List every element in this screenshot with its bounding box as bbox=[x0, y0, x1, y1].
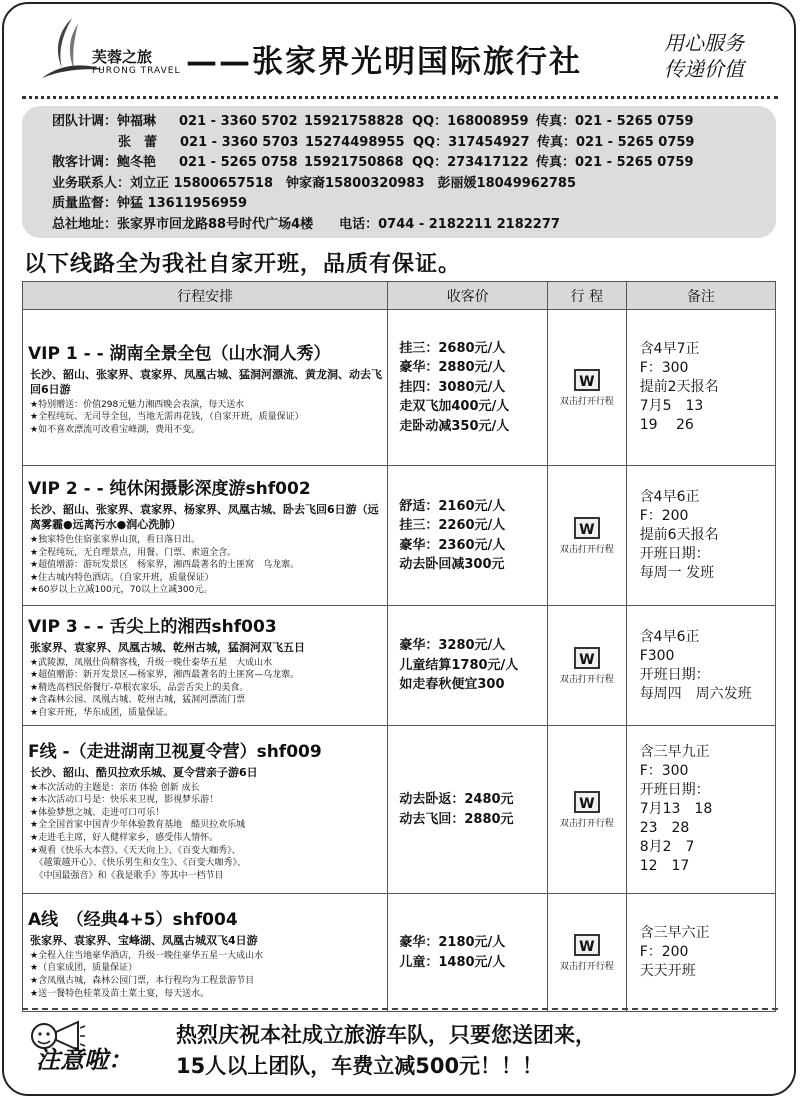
itinerary-cell bbox=[23, 466, 388, 606]
doc-link-label: 双击打开行程 bbox=[559, 544, 614, 555]
contact-row-group-2 bbox=[52, 133, 776, 154]
price-line: 动去卧回减300元 bbox=[399, 557, 505, 572]
route-note: ★超值赠游：新开发景区—杨家界，湘西最著名的土匪窝—乌龙寨。 bbox=[30, 670, 300, 681]
contact-mobile: 15274498955 bbox=[305, 134, 405, 150]
route-note: ★体验梦想之城、走进可口可乐！ bbox=[30, 807, 165, 818]
table-row bbox=[23, 606, 776, 726]
route-note: ★住古城内特色酒店。（自家开班，质量保证） bbox=[30, 572, 214, 583]
price-cell bbox=[388, 894, 548, 1012]
route-note: ★全程入住当地豪华酒店，升级一晚住豪华五星一大成山水 bbox=[30, 950, 264, 961]
remark-line: 含4早6正 bbox=[639, 489, 700, 505]
price-line: 挂三：2680元/人 bbox=[399, 340, 506, 356]
route-note: ★本次活动口号是：快乐来卫视，影视梦乐游！ bbox=[30, 795, 219, 806]
brand-name: 芙蓉之旅 bbox=[92, 48, 153, 66]
price-line: 动去卧返：2480元 bbox=[399, 792, 514, 807]
itinerary-doc-link[interactable] bbox=[548, 894, 627, 1012]
contact-fax: 传真：021 - 5265 0759 bbox=[537, 134, 695, 150]
table-row bbox=[23, 466, 776, 606]
remark-line: 开班日期： bbox=[639, 666, 710, 683]
word-doc-icon[interactable]: W bbox=[574, 369, 600, 391]
route-note: ★观看《快乐大本营》、《天天向上》、《百变大咖秀》、 bbox=[30, 845, 241, 856]
word-doc-icon[interactable]: W bbox=[574, 517, 600, 539]
remark-line: 含4早6正 bbox=[639, 628, 700, 645]
remark-line: 含4早7正 bbox=[639, 341, 700, 357]
word-doc-icon[interactable]: W bbox=[574, 934, 600, 956]
route-note: ★走进毛主席，好人健样家乡，感受伟人情怀。 bbox=[30, 833, 219, 843]
contact-qq: QQ：273417122 bbox=[412, 155, 529, 170]
header-itinerary: 行程安排 bbox=[23, 282, 388, 310]
route-note: ★全程纯玩、无司导全包，当地无需再花钱，（自家开班，质量保证） bbox=[30, 412, 304, 423]
remarks-cell bbox=[626, 310, 775, 466]
contact-fax: 传真：021 - 5265 0759 bbox=[536, 155, 694, 170]
price-line: 儿童结算1780元/人 bbox=[399, 657, 519, 673]
remark-line: F：300 bbox=[639, 763, 689, 779]
retail-label: 散客计调： bbox=[52, 155, 118, 170]
price-line: 走双飞加400元/人 bbox=[399, 399, 510, 415]
route-stops: 长沙、韶山、酷贝拉欢乐城、夏令营亲子游6日 bbox=[30, 765, 258, 779]
route-note: ★如不喜欢漂流可改看宝峰湖，费用不变。 bbox=[30, 424, 201, 435]
remark-line: 23 28 bbox=[639, 820, 690, 836]
route-note: 《越策越开心》、《快乐男生和女生》、《百变大咖秀》、 bbox=[30, 858, 247, 869]
route-note: ★（自家成团，质量保证） bbox=[30, 963, 138, 974]
route-note: ★超值增游：游玩发景区 杨家界，湘西最著名的土匪窝 乌龙寨。 bbox=[30, 560, 300, 571]
route-name: A线 （经典4+5）shf004 bbox=[28, 909, 238, 930]
remarks-cell bbox=[626, 606, 775, 726]
itinerary-doc-link[interactable] bbox=[548, 466, 627, 606]
contact-name: 钟福琳 bbox=[117, 114, 157, 129]
itinerary-doc-link[interactable] bbox=[548, 606, 627, 726]
business-contacts: 业务联系人：刘立正 15800657518 钟家裔15800320983 彭丽媛18049962785 bbox=[52, 175, 577, 191]
remark-line: 每周四 周六发班 bbox=[639, 685, 752, 702]
remark-line: 每周一 发班 bbox=[639, 565, 715, 581]
contact-row-group-1 bbox=[52, 112, 776, 133]
header-remarks: 备注 bbox=[626, 282, 775, 310]
word-doc-icon[interactable]: W bbox=[574, 791, 600, 813]
price-cell bbox=[388, 310, 548, 466]
slogan-line-2: 传递价值 bbox=[664, 57, 744, 81]
remark-line: 开班日期： bbox=[639, 546, 710, 562]
route-name: VIP 2 - - 纯休闲摄影深度游shf002 bbox=[28, 479, 311, 500]
route-stops: 张家界、袁家界、凤凰古城、乾州古城，猛洞河双飞五日 bbox=[30, 640, 305, 654]
remark-line: 开班日期： bbox=[639, 782, 710, 798]
contact-fax: 传真：021 - 5265 0759 bbox=[536, 114, 694, 129]
price-line: 舒适：2160元/人 bbox=[399, 498, 506, 514]
price-line: 豪华：2180元/人 bbox=[399, 935, 506, 950]
header-divider bbox=[22, 96, 778, 99]
route-stops: 张家界、袁家界、宝峰湖、凤凰古城双飞4日游 bbox=[30, 933, 258, 947]
route-note: ★自家开班，华东成团，质量保证。 bbox=[30, 707, 174, 718]
route-stops: 长沙、韶山、张家界、袁家界、凤凰古城、猛洞河漂流、黄龙洞、动去飞回6日游 bbox=[30, 367, 382, 396]
remarks-cell bbox=[626, 726, 775, 894]
header-schedule: 行 程 bbox=[548, 282, 627, 310]
route-note: ★含森林公园、凤凰古城、乾州古城，猛洞河漂流门票 bbox=[30, 695, 246, 706]
route-note: 《中国最强音》和《我是歌手》等其中一档节目 bbox=[30, 870, 224, 881]
remark-line: 含三早六正 bbox=[639, 925, 710, 941]
word-doc-icon[interactable]: W bbox=[574, 647, 600, 669]
price-line: 动去飞回：2880元 bbox=[399, 811, 514, 827]
price-line: 挂三：2260元/人 bbox=[399, 518, 506, 533]
itinerary-cell bbox=[23, 606, 388, 726]
itinerary-cell bbox=[23, 894, 388, 1012]
remark-line: 19 26 bbox=[639, 417, 694, 433]
price-cell bbox=[388, 726, 548, 894]
route-note: ★60岁以上立减100元，70以上立减300元。 bbox=[30, 585, 213, 596]
route-stops: 长沙、韶山、张家界、袁家界、杨家界、凤凰古城、卧去飞回6日游（远离雾霾●远离污水●润心洗肺） bbox=[30, 503, 379, 532]
table-row bbox=[23, 726, 776, 894]
promo-text bbox=[176, 1020, 596, 1082]
itinerary-cell bbox=[23, 310, 388, 466]
remark-line: 天天开班 bbox=[639, 963, 696, 979]
route-note: ★含凤凰古城，森林公园门票，本行程均为工程景游节目 bbox=[30, 976, 255, 986]
contact-tel: 021 - 3360 5703 bbox=[180, 134, 299, 150]
doc-link-label: 双击打开行程 bbox=[559, 818, 614, 829]
price-cell bbox=[388, 606, 548, 726]
itinerary-doc-link[interactable] bbox=[548, 310, 627, 466]
route-note: ★特别赠送：价值298元魅力湘西晚会表演，每天送水 bbox=[30, 399, 245, 410]
brand-name-english: FURONG TRAVEL bbox=[92, 66, 181, 76]
price-cell bbox=[388, 466, 548, 606]
header-price: 收客价 bbox=[388, 282, 548, 310]
remark-line: F：200 bbox=[639, 944, 689, 960]
price-line: 如走春秋便宜300 bbox=[399, 677, 505, 693]
doc-link-label: 双击打开行程 bbox=[559, 396, 614, 407]
route-name: F线 -（走进湖南卫视夏令营）shf009 bbox=[28, 741, 322, 762]
remark-line: F300 bbox=[639, 647, 675, 664]
route-note: ★武陵源，凤凰仕尚精客栈，升级一晚仕泰华五星 大成山水 bbox=[30, 657, 273, 668]
price-line: 儿童：1480元/人 bbox=[399, 954, 506, 970]
price-line: 豪华：2360元/人 bbox=[399, 537, 506, 553]
doc-link-label: 双击打开行程 bbox=[559, 674, 614, 685]
contact-tel: 021 - 3360 5702 bbox=[179, 114, 298, 129]
route-note: ★本次活动的主题是：亲历 体验 创新 成长 bbox=[30, 782, 200, 793]
price-line: 豪华：3280元/人 bbox=[399, 638, 506, 654]
promo-line-2: 15人以上团队，车费立减500元！！！ bbox=[176, 1054, 544, 1078]
quality-notice: 以下线路全为我社自家开班，品质有保证。 bbox=[24, 252, 462, 277]
contact-tel: 021 - 5265 0758 bbox=[179, 155, 298, 170]
route-note: ★送一餐特色桂菜及苗土菜土宴，每天送水。 bbox=[30, 988, 210, 999]
price-line: 豪华：2880元/人 bbox=[399, 360, 506, 376]
route-note: ★独家特色住宿张家界山顶，看日落日出。 bbox=[30, 535, 201, 546]
route-note: ★全全国首家中国青少年体验教育基地 酷贝拉欢乐城 bbox=[30, 820, 246, 831]
table-row bbox=[23, 894, 776, 1012]
table-header-row bbox=[23, 282, 776, 310]
contact-box bbox=[22, 106, 776, 238]
contact-row-retail bbox=[52, 153, 776, 174]
group-label: 团队计调： bbox=[52, 114, 118, 129]
quality-supervisor: 质量监督：钟猛 13611956959 bbox=[52, 196, 248, 211]
agency-title: ——张家界光明国际旅行社 bbox=[186, 44, 582, 80]
remarks-cell bbox=[626, 466, 775, 606]
route-table bbox=[22, 281, 776, 1012]
remark-line: F：200 bbox=[639, 508, 689, 524]
contact-qq: QQ：168008959 bbox=[412, 114, 529, 129]
route-name: VIP 3 - - 舌尖上的湘西shf003 bbox=[28, 616, 277, 637]
contact-mobile: 15921750868 bbox=[304, 155, 404, 170]
attention-label: 注意啦： bbox=[36, 1046, 132, 1074]
doc-link-label: 双击打开行程 bbox=[559, 961, 614, 972]
remark-line: 含三早九正 bbox=[639, 744, 710, 760]
remark-line: 7月13 18 bbox=[639, 801, 713, 817]
promo-line-1: 热烈庆祝本社成立旅游车队，只要您送团来， bbox=[176, 1023, 596, 1047]
slogan bbox=[664, 30, 744, 82]
route-note: ★全程纯玩，无自理景点，用餐、门票、索道全含。 bbox=[30, 547, 237, 558]
price-line: 挂四：3080元/人 bbox=[399, 379, 506, 395]
route-note: ★精选高档民俗餐厅-草根农家乐，品尝舌尖上的美食。 bbox=[30, 682, 249, 693]
remarks-cell bbox=[626, 894, 775, 1012]
remark-line: 提前2天报名 bbox=[639, 379, 719, 395]
slogan-line-1: 用心服务 bbox=[664, 31, 744, 55]
itinerary-doc-link[interactable] bbox=[548, 726, 627, 894]
table-row bbox=[23, 310, 776, 466]
footer-divider bbox=[22, 1008, 778, 1010]
remark-line: 7月5 13 bbox=[639, 398, 704, 414]
itinerary-cell bbox=[23, 726, 388, 894]
remark-line: F：300 bbox=[639, 360, 689, 376]
contact-name: 鲍冬艳 bbox=[117, 155, 157, 170]
contact-name: 张 蕾 bbox=[118, 134, 158, 150]
head-office-address: 总社地址：张家界市回龙路88号时代广场4楼 电话：0744 - 2182211 2182277 bbox=[52, 216, 560, 232]
remark-line: 8月2 7 bbox=[639, 839, 695, 855]
route-name: VIP 1 - - 湖南全景全包（山水洞人秀） bbox=[28, 343, 331, 364]
contact-qq: QQ：317454927 bbox=[413, 134, 530, 150]
remark-line: 提前6天报名 bbox=[639, 527, 719, 543]
contact-mobile: 15921758828 bbox=[304, 114, 404, 129]
price-line: 走卧动减350元/人 bbox=[399, 418, 510, 434]
remark-line: 12 17 bbox=[639, 858, 690, 874]
